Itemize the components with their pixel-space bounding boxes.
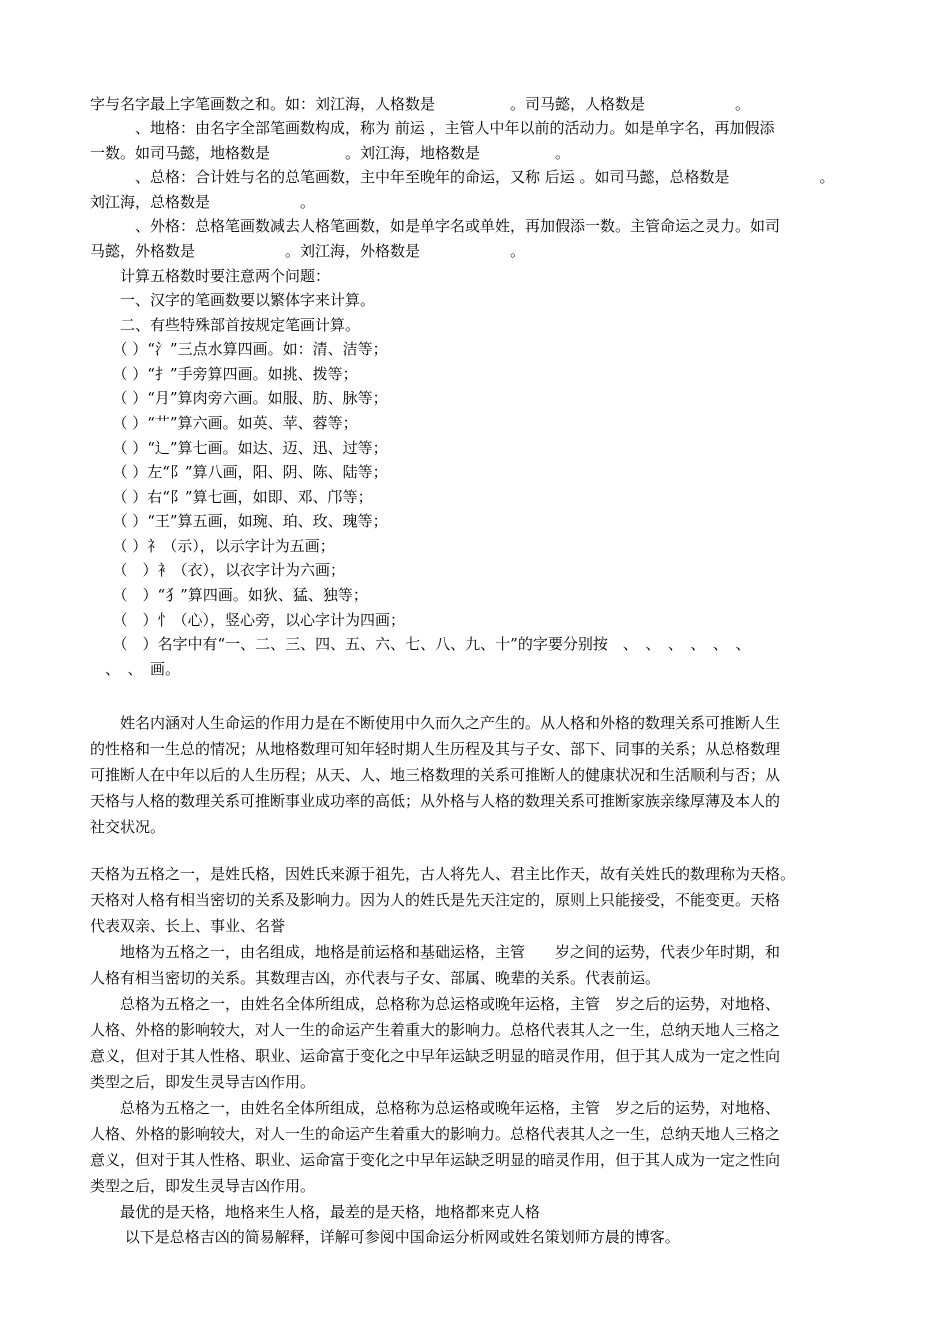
text-line: 字与名字最上字笔画数之和。如：刘江海，人格数是 。司马懿，人格数是 。 [90, 95, 751, 113]
paragraph-line: 人格有相当密切的关系。其数理吉凶，亦代表与子女、部属、晚辈的关系。代表前运。 [90, 969, 661, 987]
list-item: （ ）礻（示），以示字计为五画； [90, 537, 335, 555]
list-item: （ ）“艹”算六画。如英、苹、蓉等； [90, 414, 358, 432]
text-line: 一、汉字的笔画数要以繁体字来计算。 [90, 291, 376, 309]
paragraph-line: 天格与人格的数理关系可推断事业成功率的高低；从外格与人格的数理关系可推断家族亲缘厚薄及本人的 [90, 792, 781, 810]
paragraph-line: 意义，但对于其人性格、职业、运命富于变化之中早年运缺乏明显的暗灵作用，但于其人成为一定之性向 [90, 1047, 781, 1065]
text-line: 刘江海，总格数是 。 [90, 193, 316, 211]
text-line: 、外格：总格笔画数减去人格笔画数，如是单字名或单姓，再加假添一数。主管命运之灵力。如司 [90, 217, 781, 235]
list-item: （ ）右“阝”算七画，如即、邓、邝等； [90, 488, 373, 506]
paragraph-line: 天格为五格之一，是姓氏格，因姓氏来源于祖先，古人将先人、君主比作天，故有关姓氏的数理称为天格。 [90, 865, 796, 883]
paragraph-line: 天格对人格有相当密切的关系及影响力。因为人的姓氏是先天注定的，原则上只能接受，不能变更。天格 [90, 891, 781, 909]
text-line: 马懿，外格数是 。刘江海，外格数是 。 [90, 242, 526, 260]
list-item: （ ）左“阝”算八画，阳、阴、陈、陆等； [90, 463, 388, 481]
list-item: （ ）“犭”算四画。如狄、猛、独等； [90, 586, 368, 604]
text-line: 一数。如司马懿，地格数是 。刘江海，地格数是 。 [90, 144, 571, 162]
list-item: （ ）忄（心），竖心旁，以心字计为四画； [90, 611, 406, 629]
paragraph-line: 以下是总格吉凶的简易解释，详解可参阅中国命运分析网或姓名策划师方晨的博客。 [90, 1228, 680, 1246]
paragraph-line: 类型之后，即发生灵导吉凶作用。 [90, 1177, 316, 1195]
paragraph-line: 的性格和一生总的情况；从地格数理可知年轻时期人生历程及其与子女、部下、同事的关系；从总格数理 [90, 740, 781, 758]
list-item: （ ）“王”算五画，如琬、珀、玫、瑰等； [90, 512, 388, 530]
paragraph-line: 姓名内涵对人生命运的作用力是在不断使用中久而久之产生的。从人格和外格的数理关系可推断人生 [90, 714, 781, 732]
list-item: （ ）名字中有“一、二、三、四、五、六、七、八、九、十”的字要分别按 、 、 、 、 、 、 [90, 635, 751, 653]
text-line: 、 、 画。 [90, 660, 181, 678]
list-item: （ ）“氵”三点水算四画。如：清、洁等； [90, 340, 388, 358]
text-line: 二、有些特殊部首按规定笔画计算。 [90, 316, 361, 334]
text-line: 、总格：合计姓与名的总笔画数，主中年至晚年的命运，又称 后运 。如司马懿，总格数是 。 [90, 168, 835, 186]
text-line: 、地格：由名字全部笔画数构成，称为 前运 ，主管人中年以前的活动力。如是单字名，再加假添 [90, 119, 775, 137]
list-item: （ ）“月”算肉旁六画。如服、肪、脉等； [90, 389, 388, 407]
paragraph-line: 最优的是天格，地格来生人格，最差的是天格，地格都来克人格 [90, 1203, 541, 1221]
text-line: 计算五格数时要注意两个问题： [90, 267, 331, 285]
paragraph-line: 人格、外格的影响较大，对人一生的命运产生着重大的影响力。总格代表其人之一生，总纳天地人三格之 [90, 1125, 781, 1143]
paragraph-line: 社交状况。 [90, 818, 166, 836]
paragraph-line: 类型之后，即发生灵导吉凶作用。 [90, 1073, 316, 1091]
paragraph-line: 意义，但对于其人性格、职业、运命富于变化之中早年运缺乏明显的暗灵作用，但于其人成为一定之性向 [90, 1151, 781, 1169]
paragraph-line: 地格为五格之一，由名组成，地格是前运格和基础运格，主管 岁之间的运势，代表少年时期，和 [90, 943, 781, 961]
paragraph-line: 可推断人在中年以后的人生历程；从天、人、地三格数理的关系可推断人的健康状况和生活顺利与否；从 [90, 766, 781, 784]
list-item: （ ）“辶”算七画。如达、迈、迅、过等； [90, 439, 388, 457]
list-item: （ ）衤（衣），以衣字计为六画； [90, 561, 346, 579]
paragraph-line: 总格为五格之一，由姓名全体所组成，总格称为总运格或晚年运格，主管 岁之后的运势，对地格、 [90, 1099, 781, 1117]
paragraph-line: 代表双亲、长上、事业、名誉 [90, 917, 286, 935]
paragraph-line: 总格为五格之一，由姓名全体所组成，总格称为总运格或晚年运格，主管 岁之后的运势，对地格、 [90, 995, 781, 1013]
list-item: （ ）“扌”手旁算四画。如挑、拨等； [90, 365, 358, 383]
paragraph-line: 人格、外格的影响较大，对人一生的命运产生着重大的影响力。总格代表其人之一生，总纳天地人三格之 [90, 1021, 781, 1039]
